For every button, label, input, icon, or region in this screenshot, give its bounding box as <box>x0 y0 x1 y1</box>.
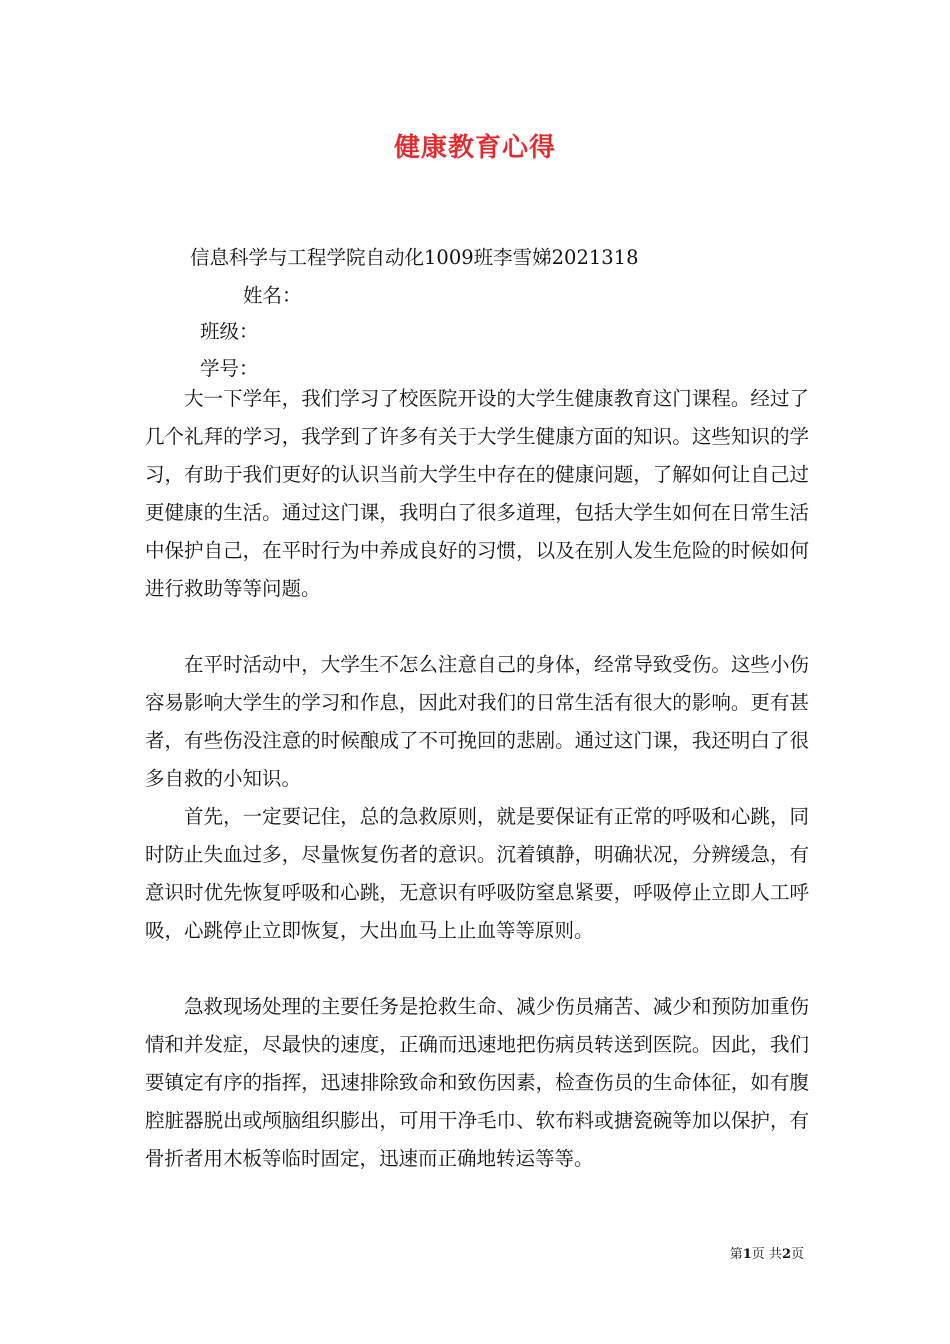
paragraph-3: 首先，一定要记住，总的急救原则，就是要保证有正常的呼吸和心跳，同时防止失血过多，尽量恢复伤者的意识。沉着镇静，明确状况，分辨缓急，有意识时优先恢复呼吸和心跳，无意识有呼吸防窒息紧要，呼吸停止立即人工呼吸，心跳停止立即恢复，大出血马上止血等等原则。 <box>145 805 809 942</box>
document-title: 健康教育心得 <box>393 133 556 163</box>
paragraph-2: 在平时活动中，大学生不怎么注意自己的身体，经常导致受伤。这些小伤容易影响大学生的学习和作息，因此对我们的日常生活有很大的影响。更有甚者，有些伤没注意的时候酿成了不可挽回的悲剧。通过这门课，我还明白了很多自救的小知识。 <box>145 653 809 790</box>
footer-page-number: 1 <box>742 1247 752 1262</box>
student-id-field-label: 学号： <box>200 357 259 380</box>
page-footer <box>730 1246 804 1264</box>
footer-prefix: 第 <box>729 1247 743 1262</box>
paragraph-1: 大一下学年，我们学习了校医院开设的大学生健康教育这门课程。经过了几个礼拜的学习，我学到了许多有关于大学生健康方面的知识。这些知识的学习，有助于我们更好的认识当前大学生中存在的健康问题，了解如何让自己过更健康的生活。通过这门课，我明白了很多道理，包括大学生如何在日常生活中保护自己，在平时行为中养成良好的习惯，以及在别人发生危险的时候如何进行救助等等问题。 <box>145 387 809 600</box>
footer-middle: 页 共 <box>751 1247 782 1262</box>
paragraph-4: 急救现场处理的主要任务是抢救生命、减少伤员痛苦、减少和预防加重伤情和并发症，尽最快的速度，正确而迅速地把伤病员转送到医院。因此，我们要镇定有序的指挥，迅速排除致命和致伤因素，检查伤员的生命体征，如有腹腔脏器脱出或颅脑组织膨出，可用干净毛巾、软布料或搪瓷碗等加以保护，有骨折者用木板等临时固定，迅速而正确地转运等等。 <box>145 995 809 1170</box>
author-line: 信息科学与工程学院自动化1009班李雪娣2021318 <box>190 246 639 269</box>
footer-suffix: 页 <box>790 1247 804 1262</box>
footer-total-pages: 2 <box>781 1247 791 1262</box>
name-field-label: 姓名： <box>243 284 302 307</box>
class-field-label: 班级： <box>200 320 259 343</box>
